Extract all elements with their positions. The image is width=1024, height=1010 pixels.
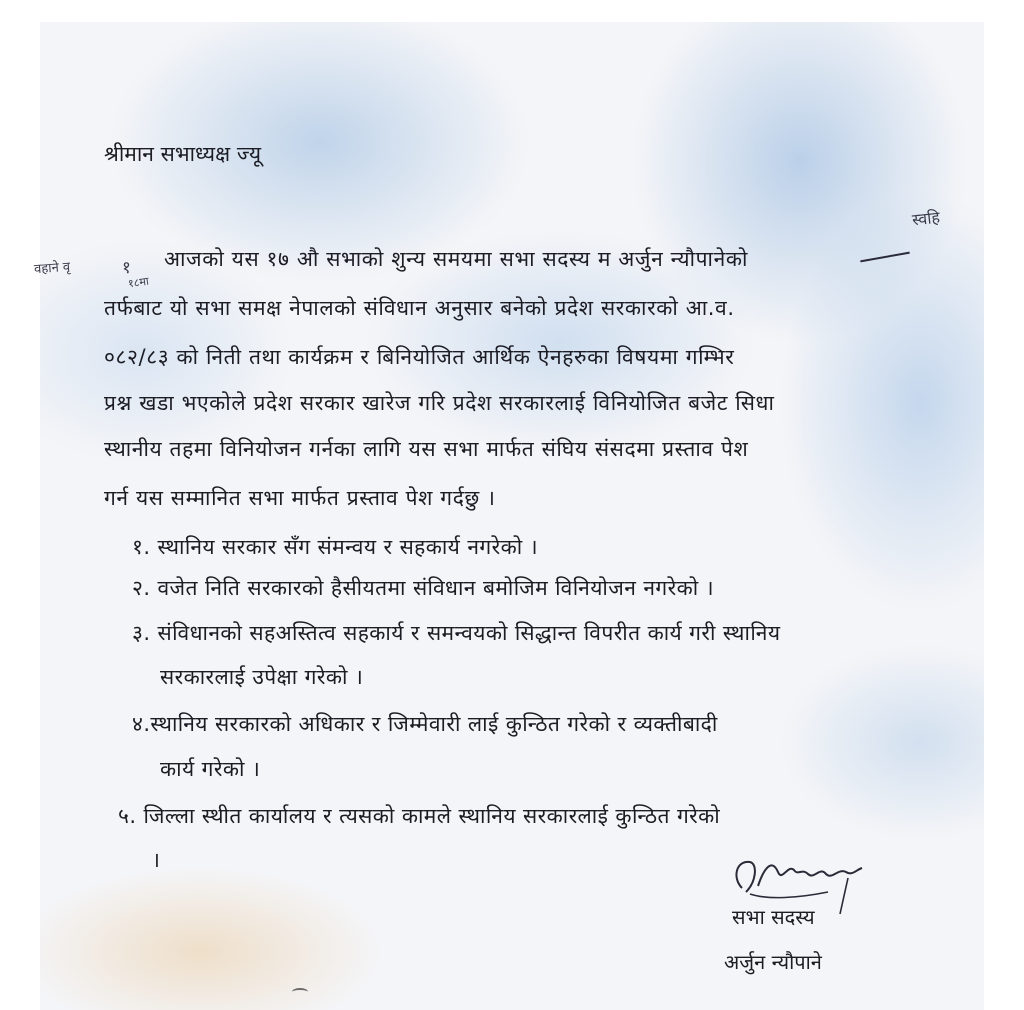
list-item: ४.स्थानिय सरकारको अधिकार र जिम्मेवारी लाई कुन्ठित गरेको र व्यक्तीबादी bbox=[132, 712, 718, 736]
paragraph-line: आजको यस १७ औ सभाको शुन्य समयमा सभा सदस्य म अर्जुन न्यौपानेको bbox=[164, 247, 749, 271]
margin-note-left: वहाने वृ bbox=[33, 259, 71, 278]
list-item-continuation: सरकारलाई उपेक्षा गरेको । bbox=[160, 665, 364, 689]
margin-note-right: स्वहि bbox=[911, 207, 941, 230]
list-item: ३. संविधानको सहअस्तित्व सहकार्य र समन्वयको सिद्धान्त विपरीत कार्य गरी स्थानिय bbox=[132, 621, 781, 645]
salutation: श्रीमान सभाध्यक्ष ज्यू bbox=[104, 142, 262, 166]
paragraph-line: ०८२/८३ को निती तथा कार्यक्रम र बिनियोजित आर्थिक ऐनहरुका विषयमा गम्भिर bbox=[104, 345, 735, 369]
paragraph-line: गर्न यस सम्मानित सभा मार्फत प्रस्ताव पेश गर्दछु । bbox=[104, 486, 496, 510]
list-item-continuation: कार्य गरेको । bbox=[160, 757, 261, 781]
list-item-continuation: । bbox=[152, 848, 161, 872]
list-item: २. वजेत निति सरकारको हैसीयतमा संविधान बमोजिम विनियोजन नगरेको । bbox=[132, 576, 714, 600]
paragraph-line: तर्फबाट यो सभा समक्ष नेपालको संविधान अनुसार बनेको प्रदेश सरकारको आ.व. bbox=[104, 296, 735, 320]
list-item: ५. जिल्ला स्थीत कार्यालय र त्यसको कामले स्थानिय सरकारलाई कुन्ठित गरेको bbox=[118, 804, 721, 828]
paragraph-line: प्रश्न खडा भएकोले प्रदेश सरकार खारेज गरि प्रदेश सरकारलाई विनियोजित बजेट सिधा bbox=[104, 391, 775, 415]
margin-note-under: १८मा bbox=[127, 274, 150, 291]
pen-mark bbox=[292, 988, 308, 996]
list-item: १. स्थानिय सरकार सँग संमन्वय र सहकार्य नगरेको । bbox=[132, 535, 539, 559]
paragraph-line: स्थानीय तहमा विनियोजन गर्नका लागि यस सभा मार्फत संघिय संसदमा प्रस्ताव पेश bbox=[104, 437, 749, 461]
margin-note-number: १ bbox=[122, 258, 131, 278]
signature-title: सभा सदस्य bbox=[732, 905, 815, 929]
signature-name: अर्जुन न्यौपाने bbox=[724, 950, 822, 974]
